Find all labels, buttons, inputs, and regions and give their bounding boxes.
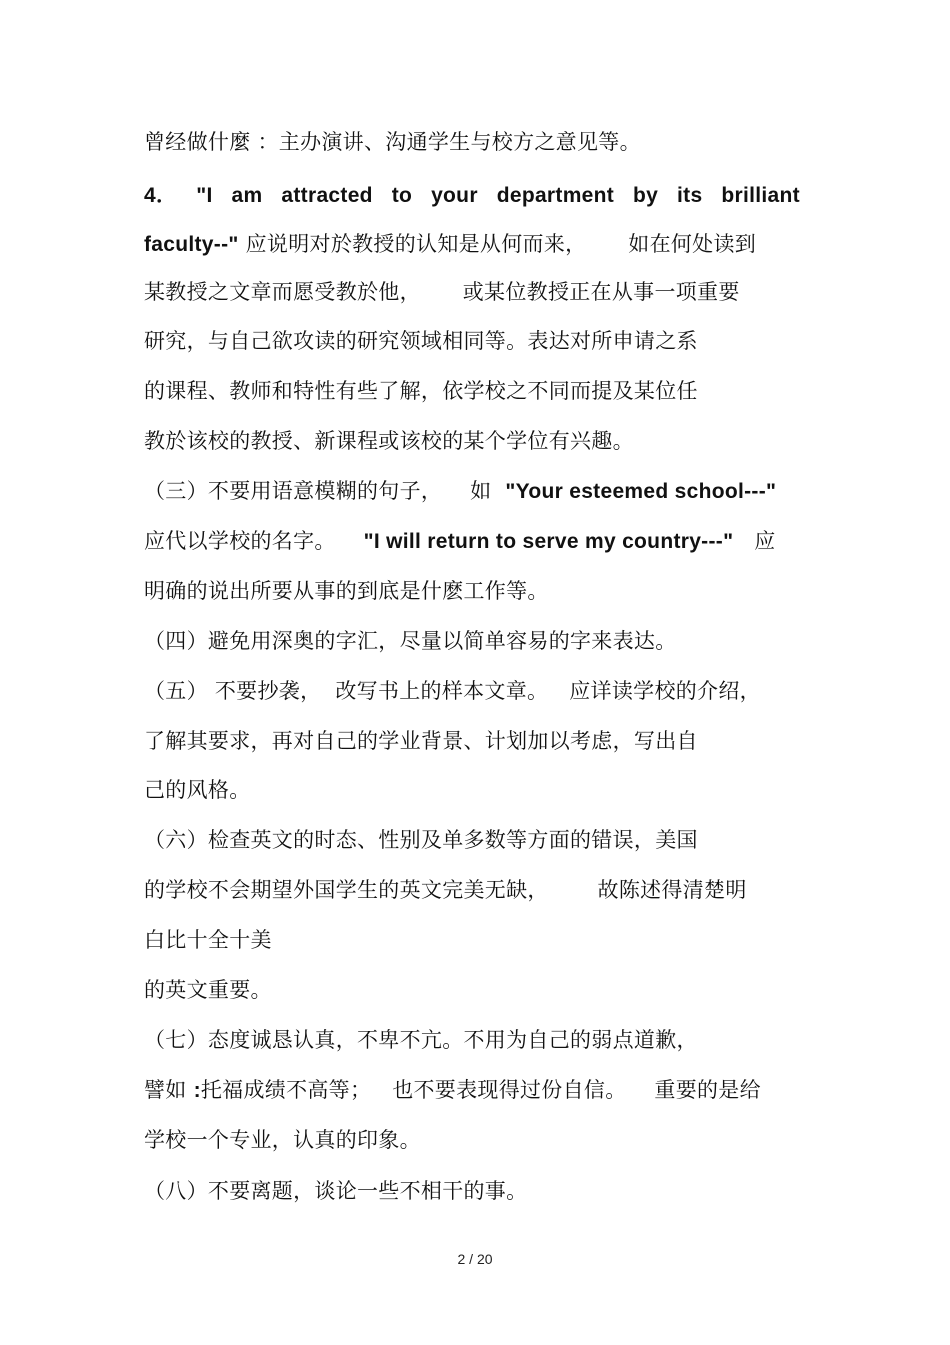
text-line: 明确的说出所要从事的到底是什麽工作等。 — [144, 579, 549, 603]
text-line: （六）检查英文的时态、性别及单多数等方面的错误，美国 — [144, 828, 698, 852]
text-line — [144, 229, 756, 260]
page-number: 2 / 20 — [457, 1251, 493, 1267]
colon-text: : — [193, 1079, 201, 1102]
text-line: 的英文重要。 — [144, 978, 272, 1002]
quote-text: "Your esteemed school---" — [505, 480, 777, 503]
body-text: 应说明对於教授的认知是从何而来， 如在何处读到 — [238, 232, 757, 256]
text-line: 白比十全十美 — [144, 928, 272, 952]
body-text: 托福成绩不高等； 也不要表现得过份自信。 重要的是给 — [200, 1078, 761, 1102]
word: department — [496, 184, 615, 207]
text-line: （五） 不要抄袭， 改写书上的样本文章。 应详读学校的介绍， — [144, 679, 761, 703]
text-line: 的学校不会期望外国学生的英文完美无缺， 故陈述得清楚明 — [144, 878, 747, 902]
word: your — [431, 184, 478, 207]
text-line — [144, 476, 776, 507]
quote-text: "I will return to serve my country---" — [363, 530, 734, 553]
text-line: （八）不要离题，谈论一些不相干的事。 — [144, 1179, 528, 1203]
body-text: 应 — [733, 529, 776, 553]
word: its — [677, 184, 703, 207]
text-line: 曾经做什麼 ：主办演讲、沟通学生与校方之意见等。 — [144, 130, 641, 154]
text-line: 某教授之文章而愿受教於他， 或某位教授正在从事一项重要 — [144, 280, 740, 304]
text-line — [144, 1075, 761, 1106]
quote-text: faculty--" — [144, 233, 239, 256]
text-line: 己的风格。 — [144, 778, 251, 802]
word: am — [231, 184, 263, 207]
word: 4． — [144, 184, 178, 207]
text-line: （七）态度诚恳认真，不卑不亢。不用为自己的弱点道歉， — [144, 1028, 698, 1052]
word: to — [391, 184, 413, 207]
text-line-heading-4 — [144, 181, 800, 211]
body-text: 譬如 — [144, 1078, 194, 1102]
text-line: 教於该校的教授、新课程或该校的某个学位有兴趣。 — [144, 429, 634, 453]
text-line: 研究，与自己欲攻读的研究领域相同等。表达对所申请之系 — [144, 329, 698, 353]
body-text: （三）不要用语意模糊的句子， 如 — [144, 479, 506, 503]
text-line — [144, 526, 776, 557]
text-line: 了解其要求，再对自己的学业背景、计划加以考虑，写出自 — [144, 729, 698, 753]
text-line: 学校一个专业，认真的印象。 — [144, 1128, 421, 1152]
text-line: （四）避免用深奥的字汇，尽量以简单容易的字来表达。 — [144, 629, 677, 653]
word: brilliant — [721, 184, 800, 207]
text-line: 的课程、教师和特性有些了解，依学校之不同而提及某位任 — [144, 379, 698, 403]
word: attracted — [281, 184, 373, 207]
word: by — [633, 184, 659, 207]
body-text: 应代以学校的名字。 — [144, 529, 364, 553]
word: "I — [196, 184, 213, 207]
